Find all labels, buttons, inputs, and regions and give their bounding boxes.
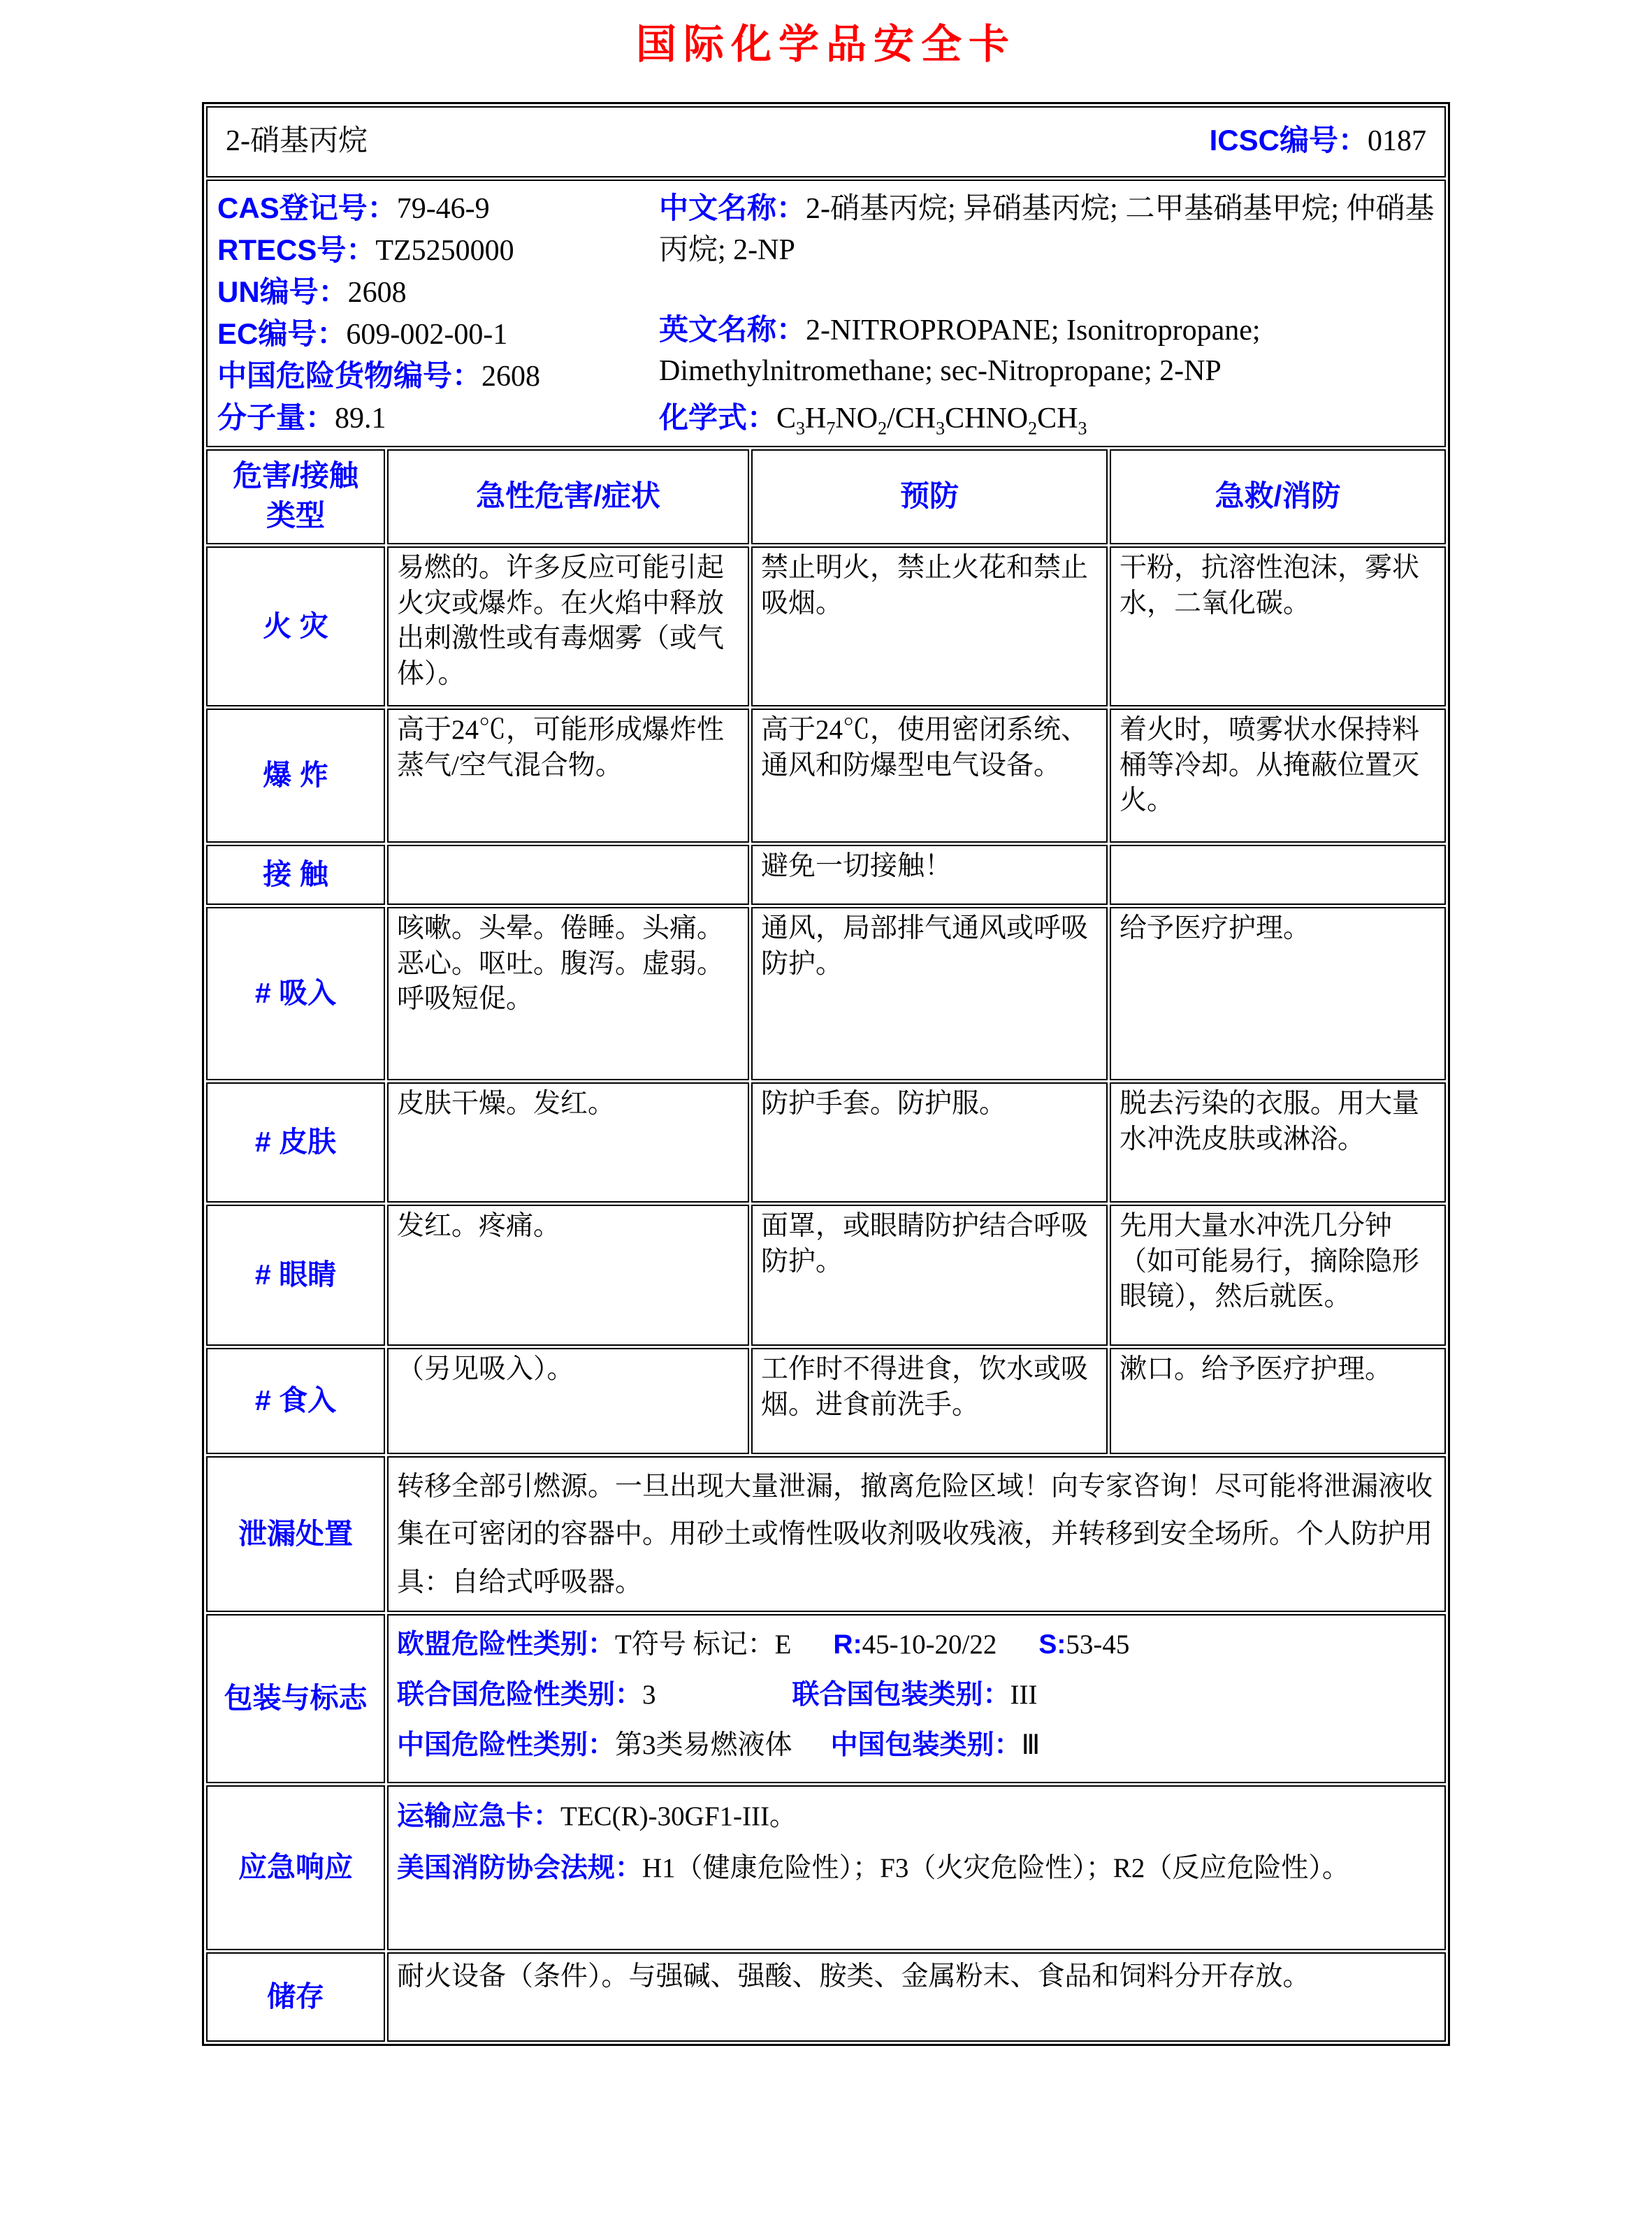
identifier-ec	[217, 314, 649, 356]
page-title: 国际化学品安全卡	[635, 22, 1016, 67]
identifier-rtecs	[217, 230, 649, 272]
hazard-type-cell: 爆 炸	[206, 709, 385, 843]
transport-emergency-card-label: 运输应急卡：	[397, 1801, 561, 1831]
hazard-row-ingestion	[206, 1348, 1446, 1454]
packaging-content-cell	[387, 1614, 1446, 1783]
identifier-value: 79-46-9	[396, 193, 490, 225]
formula-part: CHNO	[945, 402, 1029, 435]
formula-part: C	[776, 402, 797, 435]
icsc-number: 0187	[1368, 125, 1426, 158]
symptoms-cell: 易燃的。许多反应可能引起火灾或爆炸。在火焰中释放出刺激性或有毒烟雾（或气体）。	[387, 546, 749, 706]
icsc-number-group	[1210, 122, 1426, 161]
firstaid-cell: 着火时，喷雾状水保持料桶等冷却。从掩蔽位置灭火。	[1110, 709, 1446, 843]
packaging-row	[206, 1614, 1446, 1783]
eu-hazard-class-label: 欧盟危险性类别：	[397, 1629, 616, 1660]
section-header-packaging: 包装与标志	[206, 1614, 385, 1783]
hazard-header-row	[206, 449, 1446, 544]
prevention-cell: 避免一切接触！	[751, 845, 1108, 905]
formula-part: /CH	[887, 402, 936, 435]
identification-row	[206, 180, 1446, 447]
packaging-pair	[397, 1730, 831, 1760]
english-names-label: 英文名称：	[659, 312, 806, 346]
hazard-type-cell: # 食入	[206, 1348, 385, 1454]
prevention-cell: 通风，局部排气通风或呼吸防护。	[751, 907, 1108, 1080]
storage-row	[206, 1952, 1446, 2042]
spillage-row	[206, 1456, 1446, 1612]
identification-wrap	[216, 184, 1436, 442]
identifier-label: UN编号：	[217, 275, 348, 308]
identifier-cn-dangerous-goods	[217, 356, 649, 398]
section-header-spillage: 泄漏处置	[206, 1456, 385, 1612]
transport-emergency-card-value: TEC(R)-30GF1-III。	[560, 1801, 797, 1831]
packaging-cn-line	[397, 1720, 1436, 1771]
symptoms-cell: 高于24℃，可能形成爆炸性蒸气/空气混合物。	[387, 709, 749, 843]
un-hazard-class-value: 3	[642, 1679, 656, 1710]
packaging-pair	[833, 1629, 1038, 1660]
chinese-names	[659, 188, 1436, 271]
formula-label: 化学式：	[659, 401, 777, 435]
hazard-row-eyes	[206, 1205, 1446, 1346]
formula-sub: 2	[1028, 418, 1038, 439]
s-phrases-label: S:	[1038, 1629, 1066, 1660]
packaging-pair	[1038, 1629, 1129, 1660]
section-header-storage: 储存	[206, 1952, 385, 2042]
identifier-label: CAS登记号：	[217, 191, 397, 224]
formula-part: NO	[835, 402, 878, 435]
column-header-symptoms: 急性危害/症状	[387, 449, 749, 544]
hazard-row-inhalation	[206, 907, 1446, 1080]
prevention-cell: 禁止明火，禁止火花和禁止吸烟。	[751, 546, 1108, 706]
names-block	[649, 188, 1436, 442]
column-header-prevention: 预防	[751, 449, 1108, 544]
nfpa-code-value: H1（健康危险性）；F3（火灾危险性）；R2（反应危险性）。	[642, 1852, 1349, 1883]
identifier-label: EC编号：	[217, 317, 347, 350]
identifier-cas	[217, 188, 649, 230]
hazard-row-exposure	[206, 845, 1446, 905]
cn-packing-group-label: 中国包装类别：	[830, 1730, 1022, 1761]
icsc-label: ICSC编号：	[1209, 124, 1368, 157]
hazard-row-fire	[206, 546, 1446, 706]
identifier-label: 分子量：	[217, 400, 335, 434]
identifier-value: 609-002-00-1	[346, 318, 508, 351]
chinese-names-value: 2-硝基丙烷; 异硝基丙烷; 二甲基硝基甲烷; 仲硝基丙烷; 2-NP	[659, 193, 1435, 266]
firstaid-cell	[1110, 845, 1446, 905]
prevention-cell: 面罩，或眼睛防护结合呼吸防护。	[751, 1205, 1108, 1346]
spillage-text-cell: 转移全部引燃源。一旦出现大量泄漏，撤离危险区域！向专家咨询！尽可能将泄漏液收集在可密闭的容器中。用砂土或惰性吸收剂吸收残液，并转移到安全场所。个人防护用具：自给式呼吸器。	[387, 1456, 1446, 1612]
formula-sub: 2	[878, 418, 887, 439]
packaging-pair	[397, 1629, 833, 1660]
prevention-cell: 防护手套。防护服。	[751, 1082, 1108, 1203]
identifier-list	[217, 188, 649, 442]
symptoms-cell: 发红。疼痛。	[387, 1205, 749, 1346]
cn-packing-group-value: Ⅲ	[1021, 1730, 1041, 1761]
hazard-type-cell: # 皮肤	[206, 1082, 385, 1203]
un-packing-group-value: III	[1010, 1679, 1038, 1710]
identifier-value: 2608	[481, 360, 541, 393]
section-header-emergency: 应急响应	[206, 1785, 385, 1950]
identifier-un	[217, 272, 649, 314]
packaging-un-line	[397, 1670, 1436, 1720]
emergency-content-cell	[387, 1785, 1446, 1950]
name-row	[206, 106, 1446, 177]
nfpa-code-line	[397, 1843, 1436, 1894]
un-hazard-class-label: 联合国危险性类别：	[397, 1679, 643, 1710]
substance-name: 2-硝基丙烷	[226, 125, 368, 158]
identifier-label: RTECS号：	[217, 233, 376, 266]
cn-hazard-class-value: 第3类易燃液体	[615, 1730, 792, 1761]
firstaid-cell: 先用大量水冲洗几分钟（如可能易行，摘除隐形眼镜），然后就医。	[1110, 1205, 1446, 1346]
identification-cell	[206, 180, 1446, 447]
hazard-row-explosion	[206, 709, 1446, 843]
identifier-value: TZ5250000	[375, 234, 514, 267]
formula-value	[776, 402, 1087, 439]
r-phrases-value: 45-10-20/22	[862, 1629, 997, 1660]
identifier-molecular-weight	[217, 398, 649, 440]
formula-part: H	[805, 402, 827, 435]
r-phrases-label: R:	[833, 1629, 862, 1660]
identifier-label: 中国危险货物编号：	[217, 358, 482, 392]
transport-emergency-card-line	[397, 1791, 1436, 1843]
safety-card-table	[202, 102, 1450, 2046]
nfpa-code-label: 美国消防协会法规：	[397, 1852, 643, 1883]
un-packing-group-label: 联合国包装类别：	[792, 1679, 1010, 1710]
english-names-value: 2-NITROPROPANE; Isonitropropane; Dimethylnitromethane; sec-Nitropropane; 2-NP	[659, 314, 1261, 388]
hazard-type-cell: # 吸入	[206, 907, 385, 1080]
symptoms-cell	[387, 845, 749, 905]
column-header-firstaid: 急救/消防	[1110, 449, 1446, 544]
name-bar-cell	[206, 106, 1446, 177]
formula-sub: 3	[796, 418, 806, 439]
column-header-type-line1: 危害/接触	[233, 459, 358, 493]
column-header-type	[206, 449, 385, 544]
formula-sub: 7	[826, 418, 836, 439]
packaging-eu-line	[397, 1620, 1436, 1670]
firstaid-cell: 漱口。给予医疗护理。	[1110, 1348, 1446, 1454]
formula-sub: 3	[936, 418, 945, 439]
formula-part: CH	[1037, 402, 1078, 435]
storage-text-cell: 耐火设备（条件）。与强碱、强酸、胺类、金属粉末、食品和饲料分开存放。	[387, 1952, 1446, 2042]
s-phrases-value: 53-45	[1066, 1629, 1130, 1660]
firstaid-cell: 给予医疗护理。	[1110, 907, 1446, 1080]
firstaid-cell: 干粉，抗溶性泡沫，雾状水，二氧化碳。	[1110, 546, 1446, 706]
identifier-value: 89.1	[335, 402, 386, 435]
identifier-value: 2608	[347, 276, 407, 309]
symptoms-cell: （另见吸入）。	[387, 1348, 749, 1454]
cn-hazard-class-label: 中国危险性类别：	[397, 1730, 616, 1761]
chemical-formula	[659, 398, 1436, 442]
name-bar	[216, 122, 1436, 161]
english-names	[659, 310, 1436, 393]
chinese-names-label: 中文名称：	[659, 191, 806, 224]
prevention-cell: 工作时不得进食，饮水或吸烟。进食前洗手。	[751, 1348, 1108, 1454]
formula-sub: 3	[1078, 418, 1087, 439]
column-header-type-line2: 类型	[266, 499, 325, 532]
packaging-pair	[792, 1680, 1038, 1710]
hazard-row-skin	[206, 1082, 1446, 1203]
emergency-row	[206, 1785, 1446, 1950]
hazard-type-cell: 接 触	[206, 845, 385, 905]
symptoms-cell: 皮肤干燥。发红。	[387, 1082, 749, 1203]
prevention-cell: 高于24℃，使用密闭系统、通风和防爆型电气设备。	[751, 709, 1108, 843]
eu-hazard-class-value: T符号 标记：E	[615, 1629, 792, 1660]
firstaid-cell: 脱去污染的衣服。用大量水冲洗皮肤或淋浴。	[1110, 1082, 1446, 1203]
packaging-pair	[831, 1730, 1041, 1760]
symptoms-cell: 咳嗽。头晕。倦睡。头痛。恶心。呕吐。腹泻。虚弱。呼吸短促。	[387, 907, 749, 1080]
packaging-pair	[397, 1680, 792, 1710]
hazard-type-cell: # 眼睛	[206, 1205, 385, 1346]
hazard-type-cell: 火 灾	[206, 546, 385, 706]
